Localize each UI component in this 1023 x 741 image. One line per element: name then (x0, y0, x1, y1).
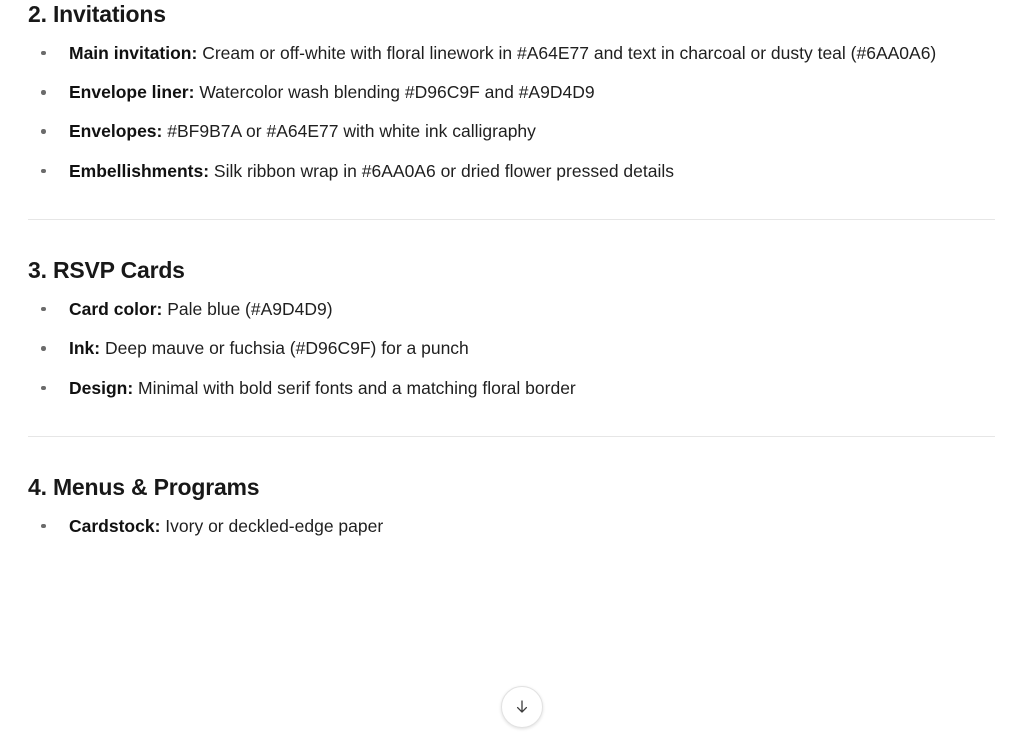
list-item-term: Embellishments: (69, 160, 210, 181)
rsvp-cards-list (28, 295, 995, 402)
list-item-text: Watercolor wash blending #D96C9F and #A9D4D9 (194, 82, 595, 103)
menus-programs-list (28, 512, 995, 540)
list-item (28, 334, 995, 362)
list-item-text: Cream or off-white with floral linework in #A64E77 and text in charcoal or dusty teal (#6AA0A6) (197, 42, 937, 63)
list-item-text: #BF9B7A or #A64E77 with white ink calligraphy (162, 121, 536, 142)
list-item (28, 39, 995, 67)
list-item-term: Cardstock: (69, 515, 161, 536)
spacer (28, 220, 995, 256)
page-title: 2. Invitations (28, 1, 166, 27)
list-item-text: Pale blue (#A9D4D9) (162, 298, 333, 319)
list-item-text: Minimal with bold serif fonts and a matching floral border (133, 377, 576, 398)
list-item-term: Envelope liner: (69, 82, 195, 103)
list-item-term: Design: (69, 377, 134, 398)
section-rsvp-cards (28, 256, 995, 402)
list-item (28, 117, 995, 145)
section-heading: 3. RSVP Cards (28, 257, 185, 284)
scroll-to-bottom-button[interactable] (501, 686, 543, 728)
list-item-term: Card color: (69, 298, 163, 319)
list-item-term: Ink: (69, 338, 101, 359)
list-item (28, 374, 995, 402)
section-menus-programs (28, 473, 995, 540)
section-heading: 4. Menus & Programs (28, 473, 260, 500)
list-item-text: Deep mauve or fuchsia (#D96C9F) for a punch (100, 338, 469, 359)
spacer (28, 185, 995, 219)
list-item-term: Main invitation: (69, 42, 198, 63)
list-item-term: Envelopes: (69, 121, 163, 142)
list-item-text: Silk ribbon wrap in #6AA0A6 or dried flower pressed details (209, 160, 675, 181)
list-item (28, 78, 995, 106)
spacer (28, 402, 995, 436)
list-item (28, 512, 995, 540)
arrow-down-icon (513, 698, 531, 716)
list-item (28, 295, 995, 323)
list-item-text: Ivory or deckled-edge paper (160, 515, 384, 536)
invitations-list (28, 39, 995, 185)
list-item (28, 157, 995, 185)
section-invitations (28, 0, 995, 185)
spacer (28, 437, 995, 473)
